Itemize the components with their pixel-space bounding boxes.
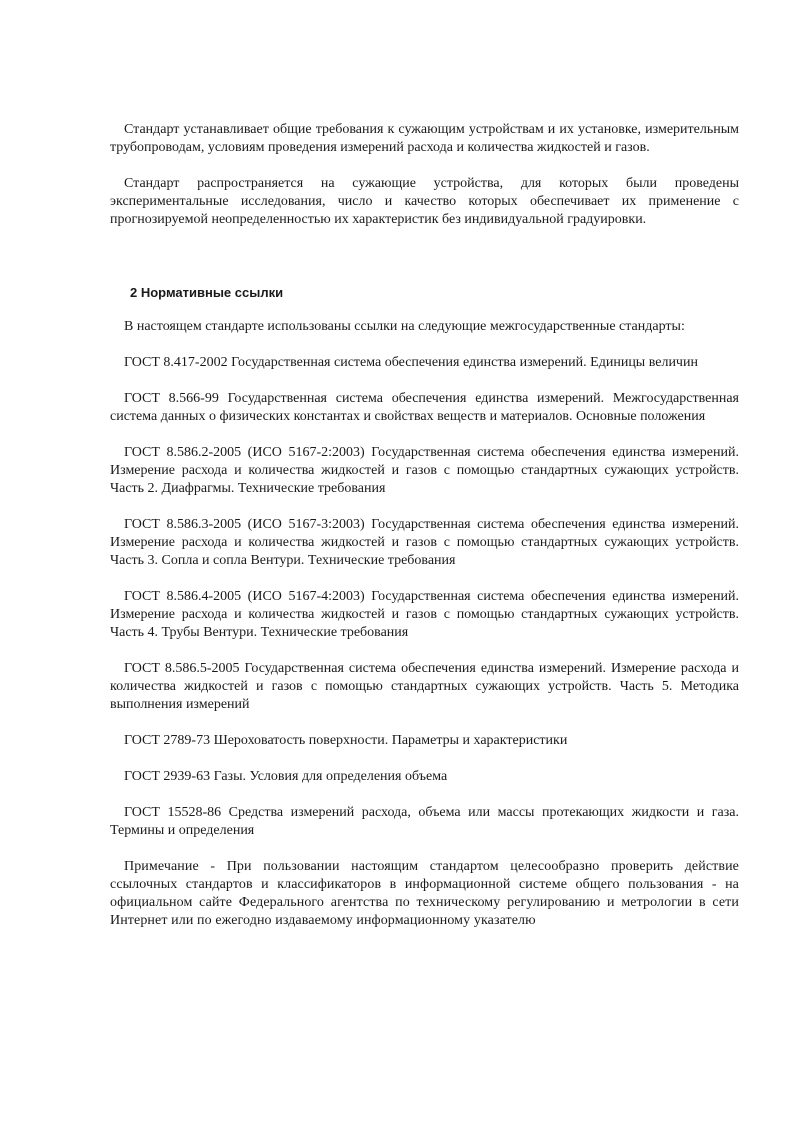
intro-paragraph-2: Стандарт распространяется на сужающие устройства, для которых были проведены экспериментальные исследования, число и качество которых обеспечивает их применение с прогнозируемой неопределенностью их характеристик без индивидуальной градуировки.	[110, 176, 739, 227]
document-page	[110, 121, 739, 930]
reference-item: ГОСТ 8.566-99 Государственная система обеспечения единства измерений. Межгосударственная система данных о физических константах и свойствах веществ и материалов. Основные положения	[110, 391, 739, 424]
reference-item: ГОСТ 2789-73 Шероховатость поверхности. Параметры и характеристики	[124, 733, 568, 748]
reference-item: ГОСТ 15528-86 Средства измерений расхода, объема или массы протекающих жидкости и газа. Термины и определения	[110, 805, 739, 838]
reference-item: ГОСТ 8.417-2002 Государственная система обеспечения единства измерений. Единицы величин	[124, 355, 698, 370]
intro-paragraph-1: Стандарт устанавливает общие требования к сужающим устройствам и их установке, измерительным трубопроводам, условиям проведения измерений расхода и количества жидкостей и газов.	[110, 122, 739, 155]
section-lead-paragraph: В настоящем стандарте использованы ссылки на следующие межгосударственные стандарты:	[124, 319, 685, 334]
reference-item: ГОСТ 8.586.3-2005 (ИСО 5167-3:2003) Государственная система обеспечения единства измерений. Измерение расхода и количества жидкостей и газов с помощью стандартных сужающих устройств. Часть 3. Сопла и сопла Вентури. Технические требования	[110, 517, 739, 568]
reference-item: ГОСТ 8.586.5-2005 Государственная система обеспечения единства измерений. Измерение расхода и количества жидкостей и газов с помощью стандартных сужающих устройств. Часть 5. Методика выполнения измерений	[110, 661, 739, 712]
reference-item: ГОСТ 8.586.2-2005 (ИСО 5167-2:2003) Государственная система обеспечения единства измерений. Измерение расхода и количества жидкостей и газов с помощью стандартных сужающих устройств. Часть 2. Диафрагмы. Технические требования	[110, 445, 739, 496]
reference-item: ГОСТ 8.586.4-2005 (ИСО 5167-4:2003) Государственная система обеспечения единства измерений. Измерение расхода и количества жидкостей и газов с помощью стандартных сужающих устройств. Часть 4. Трубы Вентури. Технические требования	[110, 589, 739, 640]
note-paragraph: Примечание - При пользовании настоящим стандартом целесообразно проверить действие ссылочных стандартов и классификаторов в информационной системе общего пользования - на официальном сайте Федерального агентства по техническому регулированию и метрологии в сети Интернет или по ежегодно издаваемому информационному указателю	[110, 859, 739, 928]
section-heading: 2 Нормативные ссылки	[130, 285, 284, 300]
reference-item: ГОСТ 2939-63 Газы. Условия для определения объема	[124, 769, 448, 784]
